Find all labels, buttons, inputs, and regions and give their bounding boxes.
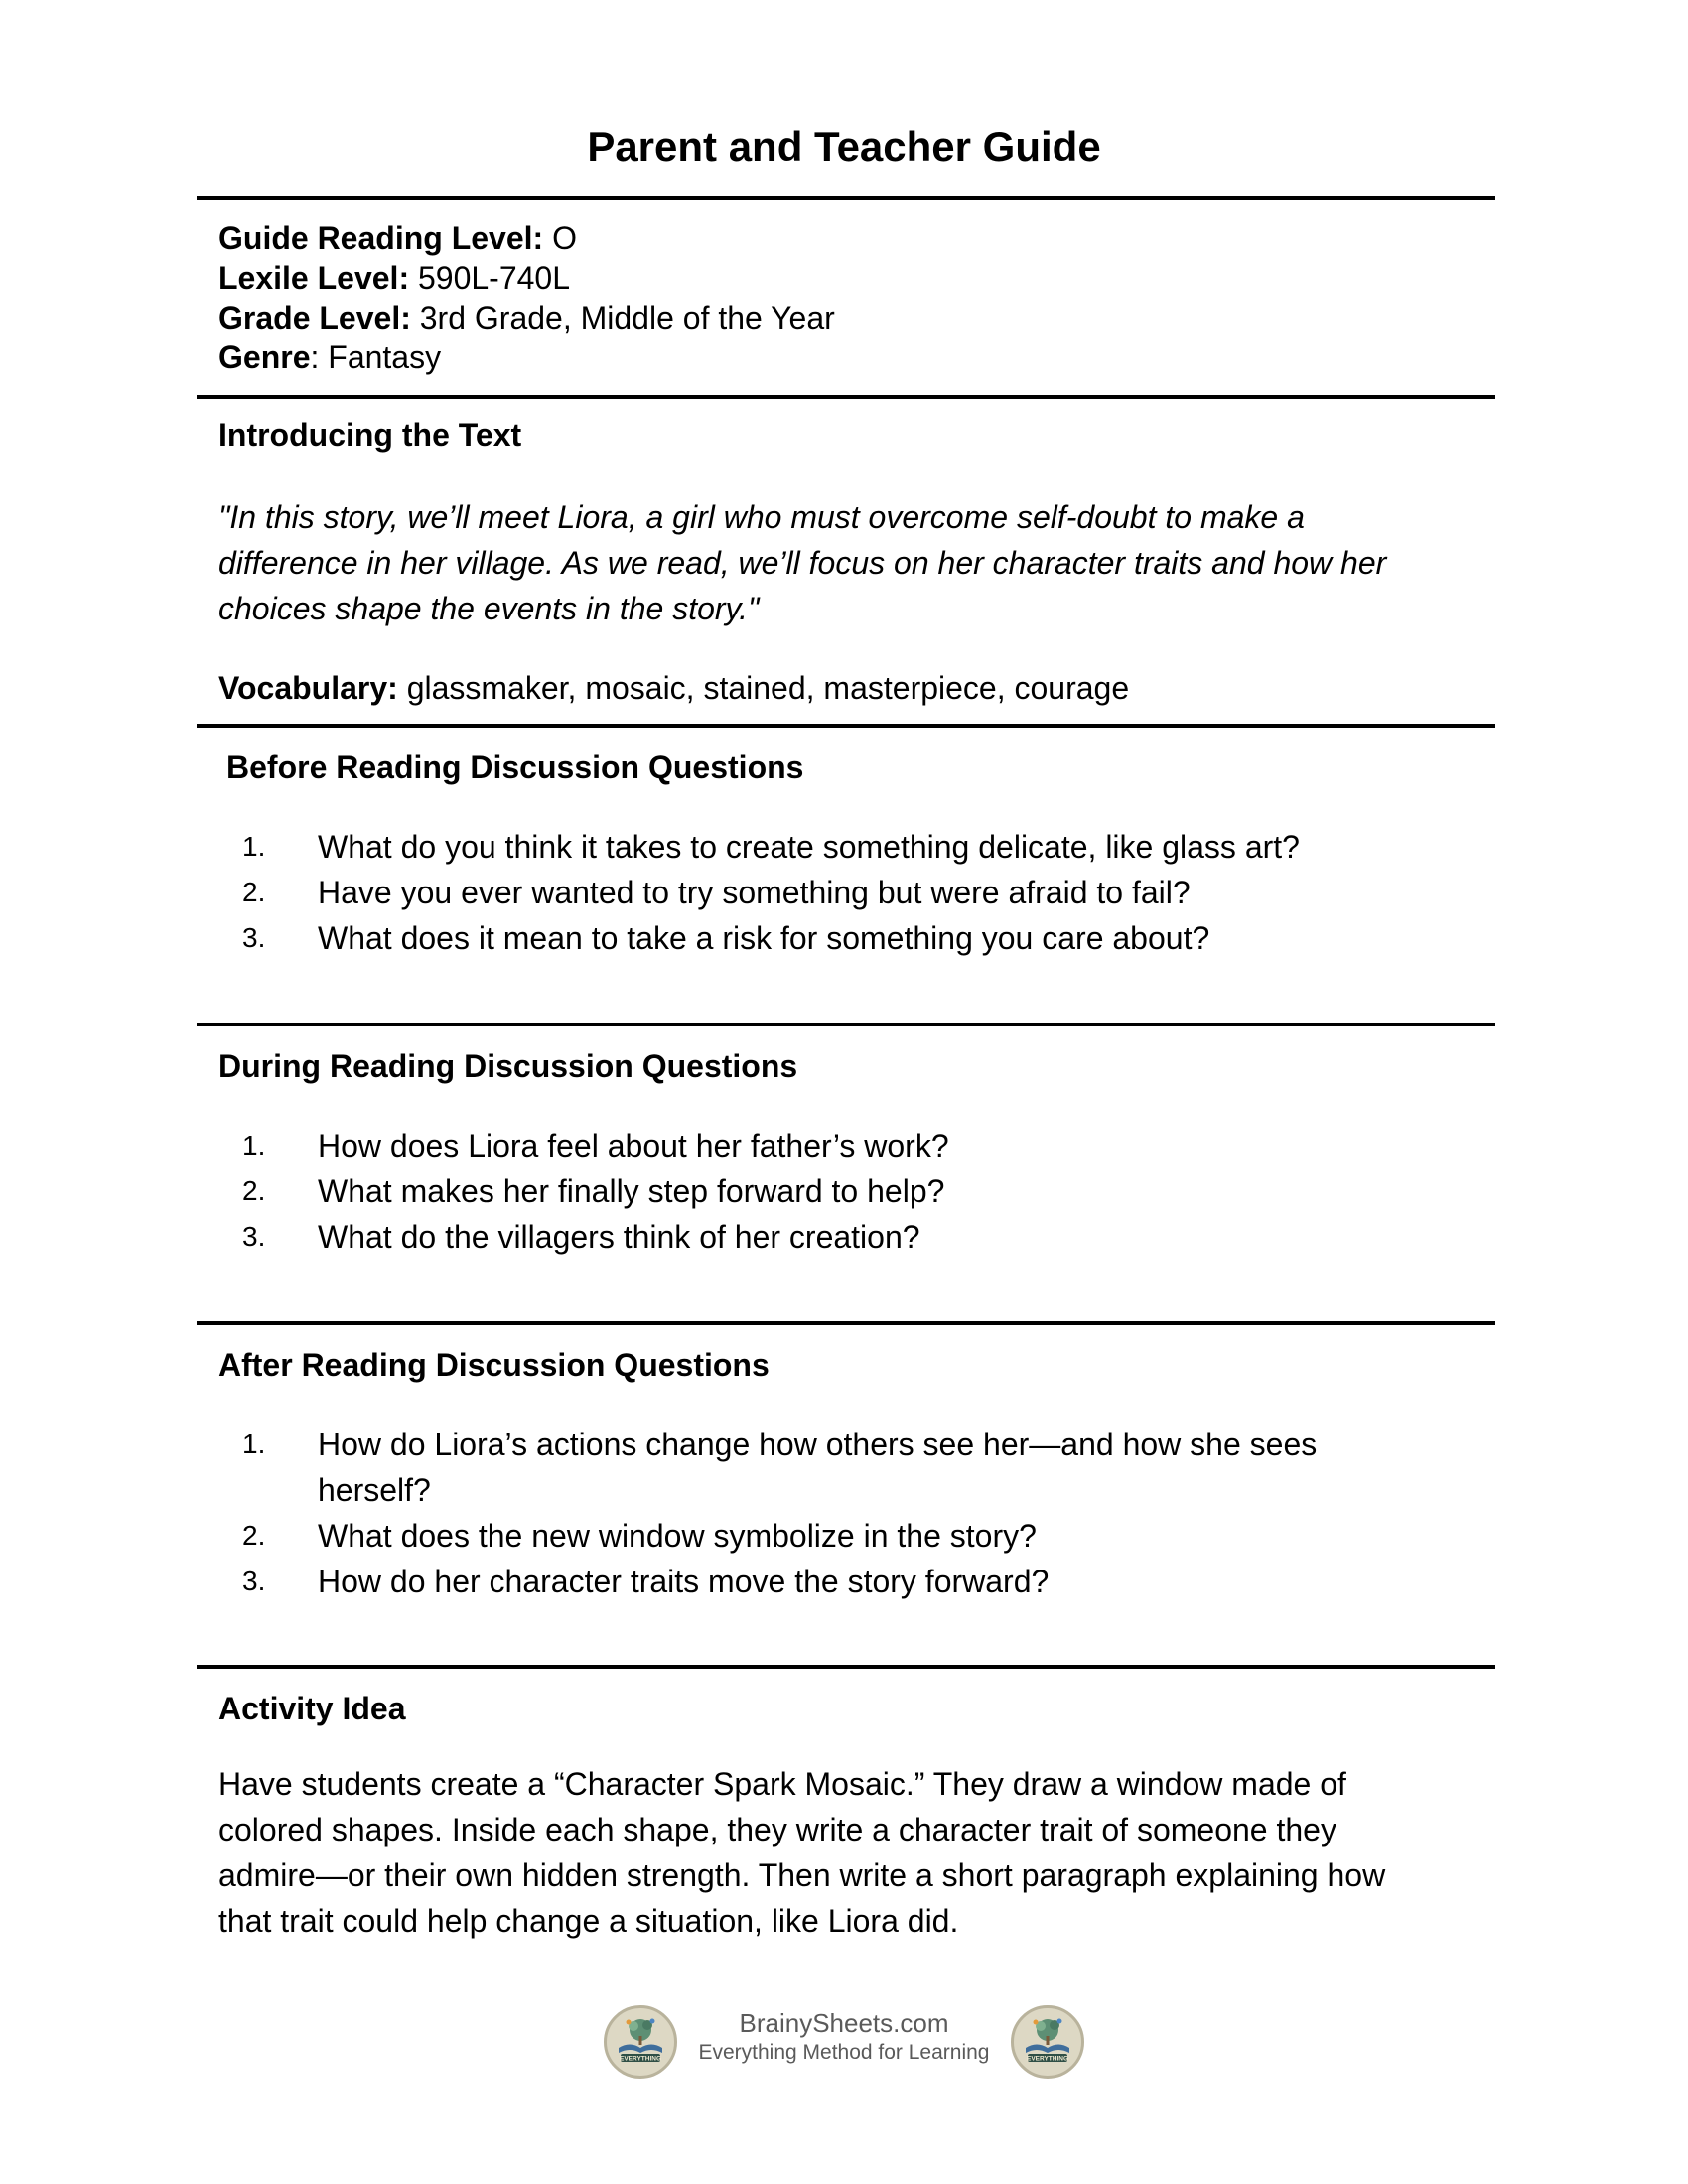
activity-line: that trait could help change a situation, like Liora did. [218,1903,959,1939]
vocabulary: Vocabulary: glassmaker, mosaic, stained, masterpiece, courage [218,670,1130,706]
grade-level-row: Grade Level: 3rd Grade, Middle of the Year [218,300,835,336]
divider [197,1321,1495,1325]
brainysheets-logo-icon [1011,2005,1084,2079]
intro-quote-line: "In this story, we’ll meet Liora, a girl who must overcome self-doubt to make a [218,499,1305,535]
list-item: 2. What does the new window symbolize in the story? [242,1518,1037,1554]
during-reading-heading: During Reading Discussion Questions [218,1048,798,1084]
logo-wordmark: EVERYTHING [1026,2055,1069,2063]
page-title: Parent and Teacher Guide [587,123,1101,170]
logo-wordmark: EVERYTHING [619,2055,662,2063]
brainysheets-logo-icon [604,2005,677,2079]
during-reading-questions [0,1123,1360,1260]
list-item: 3. What do the villagers think of her creation? [242,1219,920,1255]
footer-tagline: Everything Method for Learning [698,2041,990,2064]
after-reading-questions [0,1422,1360,1604]
activity-heading: Activity Idea [218,1691,406,1726]
list-item: 3. How do her character traits move the story forward? [242,1564,1050,1599]
open-book-tree-icon [1014,2008,1081,2076]
divider [197,724,1495,728]
list-item: 2. What makes her finally step forward to help? [242,1173,945,1209]
introducing-heading: Introducing the Text [218,417,522,453]
intro-quote [218,494,1479,631]
activity-line: Have students create a “Character Spark Mosaic.” They draw a window made of [218,1766,1346,1802]
open-book-tree-icon [607,2008,674,2076]
intro-quote-line: choices shape the events in the story." [218,591,760,626]
activity-line: colored shapes. Inside each shape, they write a character trait of someone they [218,1812,1336,1847]
list-item: 1. What do you think it takes to create something delicate, like glass art? [242,829,1300,865]
guide-meta [218,218,835,377]
genre-row: Genre: Fantasy [218,340,442,375]
divider [197,1023,1495,1026]
list-item: 3. What does it mean to take a risk for something you care about? [242,920,1210,956]
lexile-level-row: Lexile Level: 590L-740L [218,260,571,296]
footer-branding [675,2007,1013,2067]
list-item: 1. How do Liora’s actions change how others see her—and how she sees herself? [242,1427,1318,1508]
divider [197,395,1495,399]
activity-line: admire—or their own hidden strength. Then write a short paragraph explaining how [218,1857,1386,1893]
list-item: 2. Have you ever wanted to try something but were afraid to fail? [242,875,1191,910]
intro-quote-line: difference in her village. As we read, we’ll focus on her character traits and how her [218,545,1387,581]
before-reading-heading: Before Reading Discussion Questions [226,750,804,785]
before-reading-questions [0,824,1360,961]
reading-level-row: Guide Reading Level: O [218,220,577,256]
after-reading-heading: After Reading Discussion Questions [218,1347,770,1383]
list-item: 1. How does Liora feel about her father’s work? [242,1128,949,1163]
footer-site: BrainySheets.com [739,2008,949,2038]
divider [197,196,1495,200]
activity-description [218,1761,1499,1944]
divider [197,1665,1495,1669]
